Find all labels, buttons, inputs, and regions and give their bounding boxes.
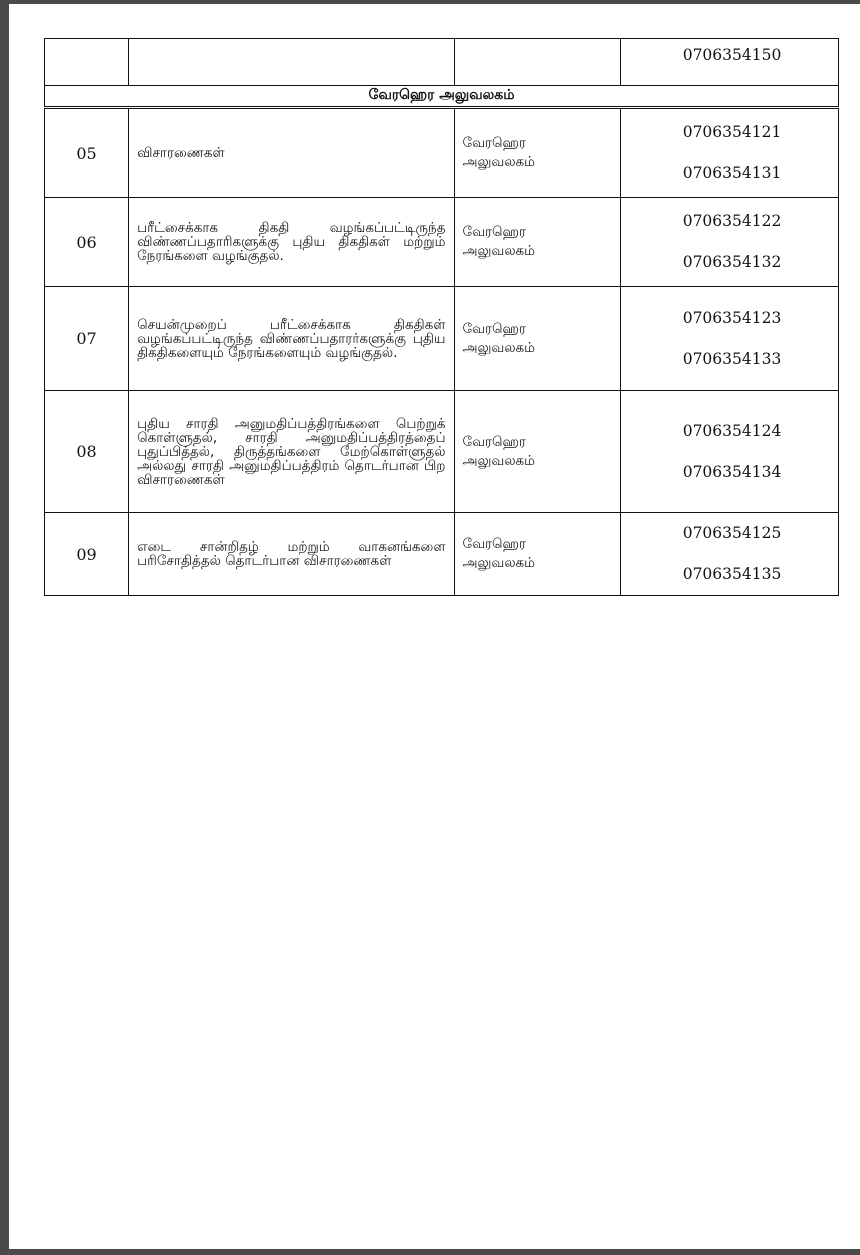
table-row xyxy=(45,39,839,86)
phone-number: 0706354123 xyxy=(682,308,782,327)
row-office xyxy=(454,108,620,198)
contact-table xyxy=(44,38,839,596)
row-description xyxy=(129,39,454,86)
row-number: 08 xyxy=(45,391,129,513)
office-name: வேரஹெர xyxy=(462,536,527,552)
row-number: 09 xyxy=(45,513,129,596)
row-description: விசாரணைகள் xyxy=(129,108,454,198)
phone-number: 0706354150 xyxy=(682,46,782,64)
row-description: செயன்முறைப் பரீட்சைக்காக திகதிகள் வழங்கப்பட்டிருந்த விண்ணப்பதாரர்களுக்கு புதிய திகதிகளையும் நேரங்களையும் வழங்குதல். xyxy=(129,287,454,391)
row-phones xyxy=(620,39,838,86)
phone-number: 0706354132 xyxy=(682,253,782,271)
office-name: வேரஹெர xyxy=(462,320,527,337)
phone-number: 0706354131 xyxy=(682,164,782,182)
row-office xyxy=(454,513,620,596)
row-office xyxy=(454,391,620,513)
phone-number: 0706354125 xyxy=(682,524,782,542)
table-row xyxy=(45,198,839,287)
phone-number: 0706354122 xyxy=(682,212,782,230)
row-description: எடை சான்றிதழ் மற்றும் வாகனங்களை பரிசோதித்தல் தொடர்பான விசாரணைகள் xyxy=(129,513,454,596)
row-office xyxy=(454,287,620,391)
document-page xyxy=(9,4,860,1249)
row-number: 05 xyxy=(45,108,129,198)
row-description: புதிய சாரதி அனுமதிப்பத்திரங்களை பெற்றுக் கொள்ளுதல், சாரதி அனுமதிப்பத்திரத்தைப் புதுப்பித்தல், திருத்தங்களை மேற்கொள்ளுதல் அல்லது சாரதி அனுமதிப்பத்திரம் தொடர்பான பிற விசாரணைகள் xyxy=(129,391,454,513)
row-number: 07 xyxy=(45,287,129,391)
table-row xyxy=(45,108,839,198)
office-name: வேரஹெர xyxy=(462,433,527,450)
row-number xyxy=(45,39,129,86)
section-header-row xyxy=(45,86,839,108)
office-label: அலுவலகம் xyxy=(462,154,536,170)
row-phones xyxy=(620,108,838,198)
table-row xyxy=(45,513,839,596)
phone-number: 0706354135 xyxy=(682,565,782,583)
row-phones xyxy=(620,391,838,513)
office-name: வேரஹெர xyxy=(462,224,527,240)
row-phones xyxy=(620,198,838,287)
row-number: 06 xyxy=(45,198,129,287)
table-row xyxy=(45,287,839,391)
office-label: அலுவலகம் xyxy=(462,452,536,469)
section-header: வேரஹெர அலுவலகம் xyxy=(45,86,839,108)
office-label: அலுவலகம் xyxy=(462,243,536,259)
phone-number: 0706354134 xyxy=(682,462,782,481)
row-office xyxy=(454,39,620,86)
phone-number: 0706354133 xyxy=(682,349,782,368)
row-phones xyxy=(620,287,838,391)
office-label: அலுவலகம் xyxy=(462,555,536,571)
row-phones xyxy=(620,513,838,596)
table-row xyxy=(45,391,839,513)
office-name: வேரஹெர xyxy=(462,135,527,151)
row-office xyxy=(454,198,620,287)
phone-number: 0706354121 xyxy=(682,123,782,141)
office-label: அலுவலகம் xyxy=(462,339,536,356)
row-description: பரீட்சைக்காக திகதி வழங்கப்பட்டிருந்த விண்ணப்பதாரிகளுக்கு புதிய திகதிகள் மற்றும் நேரங்களை வழங்குதல். xyxy=(129,198,454,287)
phone-number: 0706354124 xyxy=(682,421,782,440)
